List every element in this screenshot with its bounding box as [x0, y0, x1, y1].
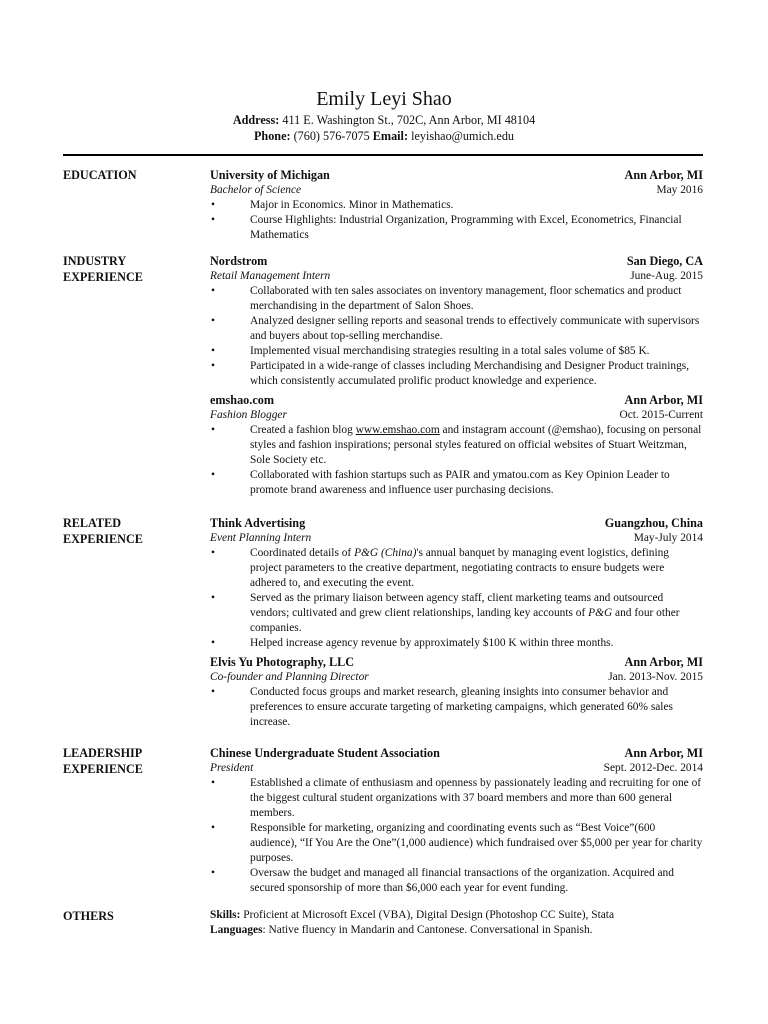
bullet-text: Oversaw the budget and managed all financial transactions of the organization. Acquired and secured sponsorship of more than $6,000 each year for event funding.: [250, 867, 674, 894]
date-range: June-Aug. 2015: [630, 270, 703, 282]
industry-body: [210, 253, 703, 501]
job-title: Co-founder and Planning Director: [210, 671, 369, 683]
section-title-education: EDUCATION: [63, 168, 137, 182]
company-emphasis: P&G (China): [354, 547, 417, 559]
org-name: Think Advertising: [210, 516, 306, 530]
education-org-row: [210, 167, 703, 183]
org-location: Guangzhou, China: [604, 516, 703, 530]
skills-value: Proficient at Microsoft Excel (VBA), Digital Design (Photoshop CC Suite), Stata: [240, 909, 615, 921]
section-title-leadership: [63, 745, 203, 777]
phone-email-line: [0, 128, 768, 144]
bullet-text: Helped increase agency revenue by approximately $100 K within three months.: [250, 637, 614, 649]
section-title-line: RELATED: [63, 516, 122, 530]
email-value: leyishao@umich.edu: [411, 129, 515, 143]
list-item: [210, 468, 703, 498]
languages-label: Languages: [210, 924, 263, 936]
section-title-line: EXPERIENCE: [63, 270, 143, 284]
bullet-icon: •: [211, 360, 215, 372]
org-location: Ann Arbor, MI: [624, 746, 703, 760]
bullet-text-post: and four other companies.: [250, 607, 680, 634]
org-name: University of Michigan: [210, 168, 330, 182]
bullet-icon: •: [211, 345, 215, 357]
resume-header: [0, 86, 768, 144]
org-name: emshao.com: [210, 393, 274, 407]
job-title: Retail Management Intern: [210, 270, 331, 282]
entry-org-row: [210, 253, 703, 269]
entry-role-row: [210, 408, 703, 423]
education-role-row: [210, 183, 703, 198]
date-range: May-July 2014: [633, 532, 703, 544]
entry-role-row: [210, 670, 703, 685]
candidate-name: Emily Leyi Shao: [316, 88, 452, 110]
section-title-line: INDUSTRY: [63, 254, 127, 268]
section-title-line: LEADERSHIP: [63, 746, 143, 760]
list-item: [210, 359, 703, 389]
bullet-icon: •: [211, 637, 215, 649]
entry-org-row: [210, 745, 703, 761]
experience-entry-think: [210, 515, 703, 651]
bullet-text: Analyzed designer selling reports and seasonal trends to effectively communicate with supervisors and buyers about top-selling merchandise.: [250, 315, 700, 342]
phone-value: (760) 576-7075: [293, 129, 370, 143]
entry-role-row: [210, 269, 703, 284]
email-label: Email:: [372, 129, 409, 143]
bullet-icon: •: [211, 424, 215, 436]
company-emphasis: P&G: [588, 607, 613, 619]
bullet-list: [210, 776, 703, 896]
list-item: [210, 636, 703, 651]
section-title-line: EXPERIENCE: [63, 532, 143, 546]
skills-label: Skills:: [210, 909, 241, 921]
header-divider: [63, 154, 703, 156]
section-title-others: OTHERS: [63, 909, 114, 923]
date-range: Jan. 2013-Nov. 2015: [608, 671, 703, 683]
org-location: Ann Arbor, MI: [624, 655, 703, 669]
entry-org-row: [210, 392, 703, 408]
list-item: [210, 821, 703, 866]
date-range: May 2016: [656, 184, 703, 196]
list-item: [210, 423, 703, 468]
experience-entry-nordstrom: [210, 253, 703, 389]
list-item: [210, 284, 703, 314]
list-item: [210, 213, 703, 243]
bullet-icon: •: [211, 592, 215, 604]
date-range: Oct. 2015-Current: [619, 409, 703, 421]
bullet-list: [210, 685, 703, 730]
org-location: San Diego, CA: [626, 254, 703, 268]
bullet-text: Major in Economics. Minor in Mathematics.: [250, 199, 454, 211]
date-range: Sept. 2012-Dec. 2014: [603, 762, 703, 774]
bullet-icon: •: [211, 777, 215, 789]
job-title: Event Planning Intern: [210, 532, 312, 544]
section-title-line: EXPERIENCE: [63, 762, 143, 776]
bullet-text-post: 's annual banquet by managing event logistics, defining project parameters to the creative department, negotiating contracts to ensure budgets were adhered to, and executing the event.: [250, 547, 669, 589]
bullet-icon: •: [211, 547, 215, 559]
bullet-list: [210, 546, 703, 651]
skills-line: [210, 908, 703, 923]
experience-entry-elvis: [210, 654, 703, 730]
list-item: [210, 344, 703, 359]
bullet-icon: •: [211, 822, 215, 834]
org-name: Nordstrom: [210, 254, 268, 268]
bullet-text: Established a climate of enthusiasm and openness by passionately leading and recruiting for one of the biggest cultural student organizations with 37 board members and more than 600 general members.: [250, 777, 702, 819]
bullet-list: [210, 198, 703, 243]
org-name: Elvis Yu Photography, LLC: [210, 655, 355, 669]
bullet-text: Participated in a wide-range of classes including Merchandising and Designer Product trainings, which consistently accumulated prolific product knowledge and experience.: [250, 360, 690, 387]
bullet-text: Conducted focus groups and market research, gleaning insights into consumer behavior and preferences to ensure accurate targeting of marketing campaigns, which generated 60% sales increase.: [250, 686, 673, 728]
bullet-icon: •: [211, 214, 215, 226]
bullet-text-pre: Served as the primary liaison between agency staff, client marketing teams and outsourced vendors; cultivated and grew client relationships, landing key accounts of: [250, 592, 664, 619]
entry-org-row: [210, 654, 703, 670]
degree: Bachelor of Science: [210, 184, 302, 196]
related-body: [210, 515, 703, 733]
bullet-icon: •: [211, 867, 215, 879]
others-body: [210, 908, 703, 938]
section-title-industry: [63, 253, 203, 285]
bullet-list: [210, 423, 703, 498]
bullet-text-pre: Coordinated details of: [250, 547, 355, 559]
entry-role-row: [210, 531, 703, 546]
bullet-text-post: and instagram account (@emshao), focusing on personal styles and fashion inspirations; personal styles featured on official websites of Stuart Weitzman, Sole Society etc.: [250, 424, 702, 466]
bullet-icon: •: [211, 686, 215, 698]
list-item: [210, 866, 703, 896]
languages-value: : Native fluency in Mandarin and Cantonese. Conversational in Spanish.: [262, 924, 593, 936]
entry-org-row: [210, 515, 703, 531]
list-item: [210, 685, 703, 730]
bullet-icon: •: [211, 315, 215, 327]
list-item: [210, 314, 703, 344]
section-title-related: [63, 515, 203, 547]
address-value: 411 E. Washington St., 702C, Ann Arbor, MI 48104: [282, 113, 536, 127]
list-item: [210, 591, 703, 636]
leadership-body: [210, 745, 703, 896]
bullet-text: Collaborated with ten sales associates on inventory management, floor schematics and product merchandising in the department of Salon Shoes.: [250, 285, 682, 312]
experience-entry-emshao: [210, 392, 703, 498]
entry-role-row: [210, 761, 703, 776]
list-item: [210, 198, 703, 213]
org-name: Chinese Undergraduate Student Association: [210, 746, 440, 760]
list-item: [210, 546, 703, 591]
bullet-text: Course Highlights: Industrial Organization, Programming with Excel, Econometrics, Financial Mathematics: [250, 214, 682, 241]
education-body: [210, 167, 703, 243]
org-location: Ann Arbor, MI: [624, 393, 703, 407]
job-title: Fashion Blogger: [210, 409, 287, 421]
bullet-icon: •: [211, 285, 215, 297]
bullet-icon: •: [211, 469, 215, 481]
address-line: [0, 112, 768, 128]
bullet-text: Implemented visual merchandising strategies resulting in a total sales volume of $85 K.: [250, 345, 650, 357]
bullet-text: Collaborated with fashion startups such as PAIR and ymatou.com as Key Opinion Leader to promote brand awareness and influence user purchasing decisions.: [250, 469, 670, 496]
list-item: [210, 776, 703, 821]
address-label: Address:: [232, 113, 280, 127]
bullet-text-pre: Created a fashion blog: [250, 424, 356, 436]
blog-link[interactable]: www.emshao.com: [355, 424, 440, 436]
bullet-text: Responsible for marketing, organizing and coordinating events such as “Best Voice”(600 audience), “If You Are the One”(1,000 audience) which fundraised over $5,000 per year for charity purposes.: [250, 822, 703, 864]
languages-line: [210, 923, 703, 938]
org-location: Ann Arbor, MI: [624, 168, 703, 182]
job-title: President: [210, 762, 254, 774]
bullet-icon: •: [211, 199, 215, 211]
bullet-list: [210, 284, 703, 389]
phone-label: Phone:: [253, 129, 291, 143]
